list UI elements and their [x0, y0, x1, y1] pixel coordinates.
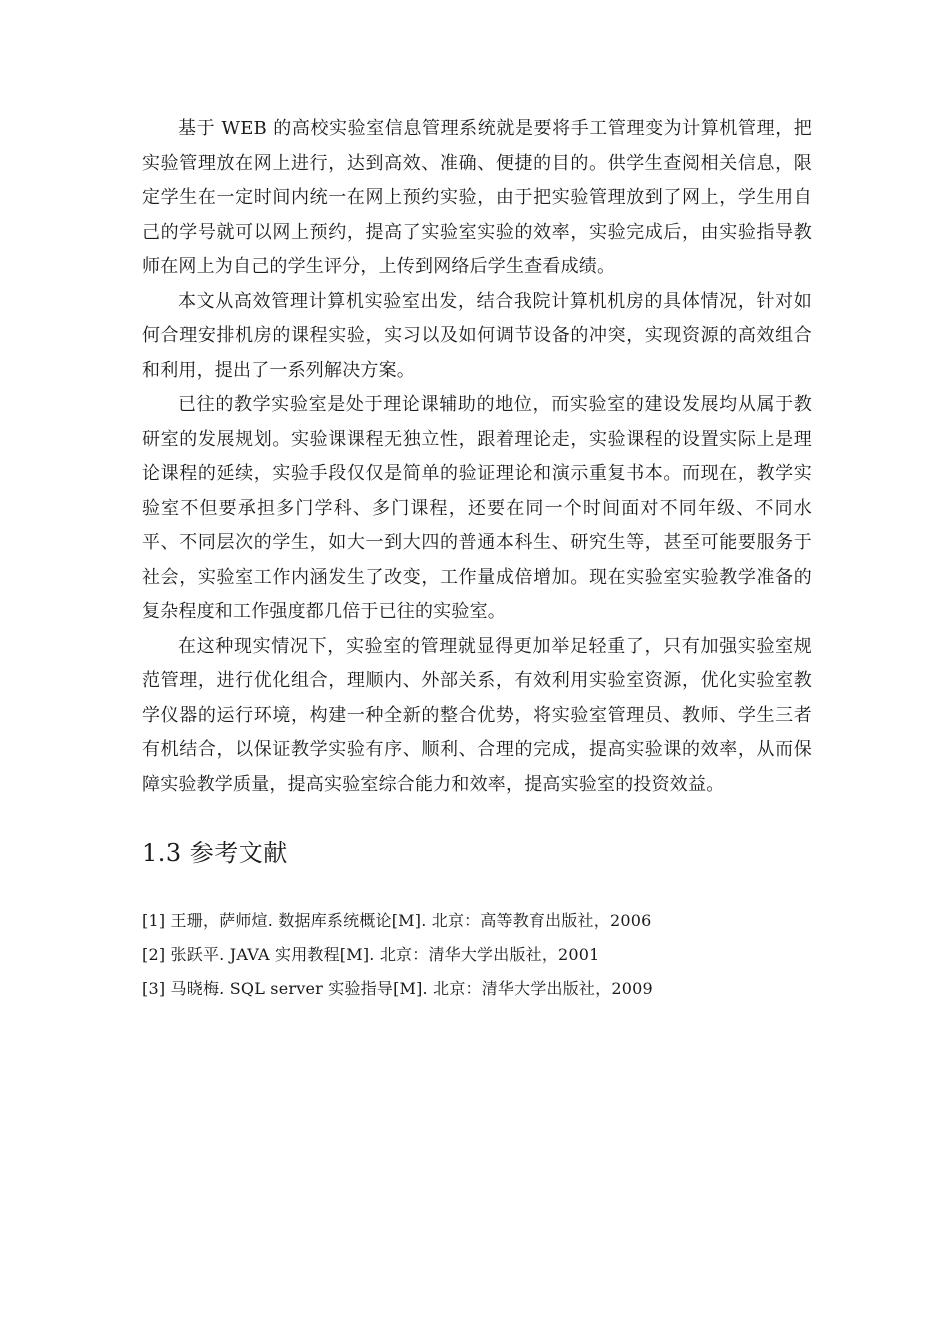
section-heading: 1.3 参考文献: [142, 839, 288, 867]
reference-item-2: [2] 张跃平. JAVA 实用教程[M]. 北京：清华大学出版社，2001: [142, 945, 600, 964]
body-paragraph-1: 基于 WEB 的高校实验室信息管理系统就是要将手工管理变为计算机管理，把实验管理放在网上进行，达到高效、准确、便捷的目的。供学生查阅相关信息，限定学生在一定时间内统一在网上预约实验，由于把实验管理放到了网上，学生用自己的学号就可以网上预约，提高了实验室实验的效率，实验完成后，由实验指导教师在网上为自己的学生评分，上传到网络后学生查看成绩。: [142, 118, 812, 277]
document-page: [142, 112, 812, 1006]
reference-item-3: [3] 马晓梅. SQL server 实验指导[M]. 北京：清华大学出版社，2009: [142, 979, 653, 998]
body-paragraph-2: 本文从高效管理计算机实验室出发，结合我院计算机机房的具体情况，针对如何合理安排机房的课程实验，实习以及如何调节设备的冲突，实现资源的高效组合和利用，提出了一系列解决方案。: [142, 290, 812, 381]
reference-list: [142, 904, 812, 1006]
reference-item-1: [1] 王珊，萨师煊. 数据库系统概论[M]. 北京：高等教育出版社，2006: [142, 911, 652, 930]
body-paragraph-4: 在这种现实情况下，实验室的管理就显得更加举足轻重了，只有加强实验室规范管理，进行优化组合，理顺内、外部关系，有效利用实验室资源，优化实验室教学仪器的运行环境，构建一种全新的整合优势，将实验室管理员、教师、学生三者有机结合，以保证教学实验有序、顺利、合理的完成，提高实验课的效率，从而保障实验教学质量，提高实验室综合能力和效率，提高实验室的投资效益。: [142, 635, 812, 795]
body-paragraph-3: 已往的教学实验室是处于理论课辅助的地位，而实验室的建设发展均从属于教研室的发展规划。实验课课程无独立性，跟着理论走，实验课程的设置实际上是理论课程的延续，实验手段仅仅是简单的验证理论和演示重复书本。而现在，教学实验室不但要承担多门学科、多门课程，还要在同一个时间面对不同年级、不同水平、不同层次的学生，如大一到大四的普通本科生、研究生等，甚至可能要服务于社会，实验室工作内涵发生了改变，工作量成倍增加。现在实验室实验教学准备的复杂程度和工作强度都几倍于已往的实验室。: [142, 394, 812, 622]
